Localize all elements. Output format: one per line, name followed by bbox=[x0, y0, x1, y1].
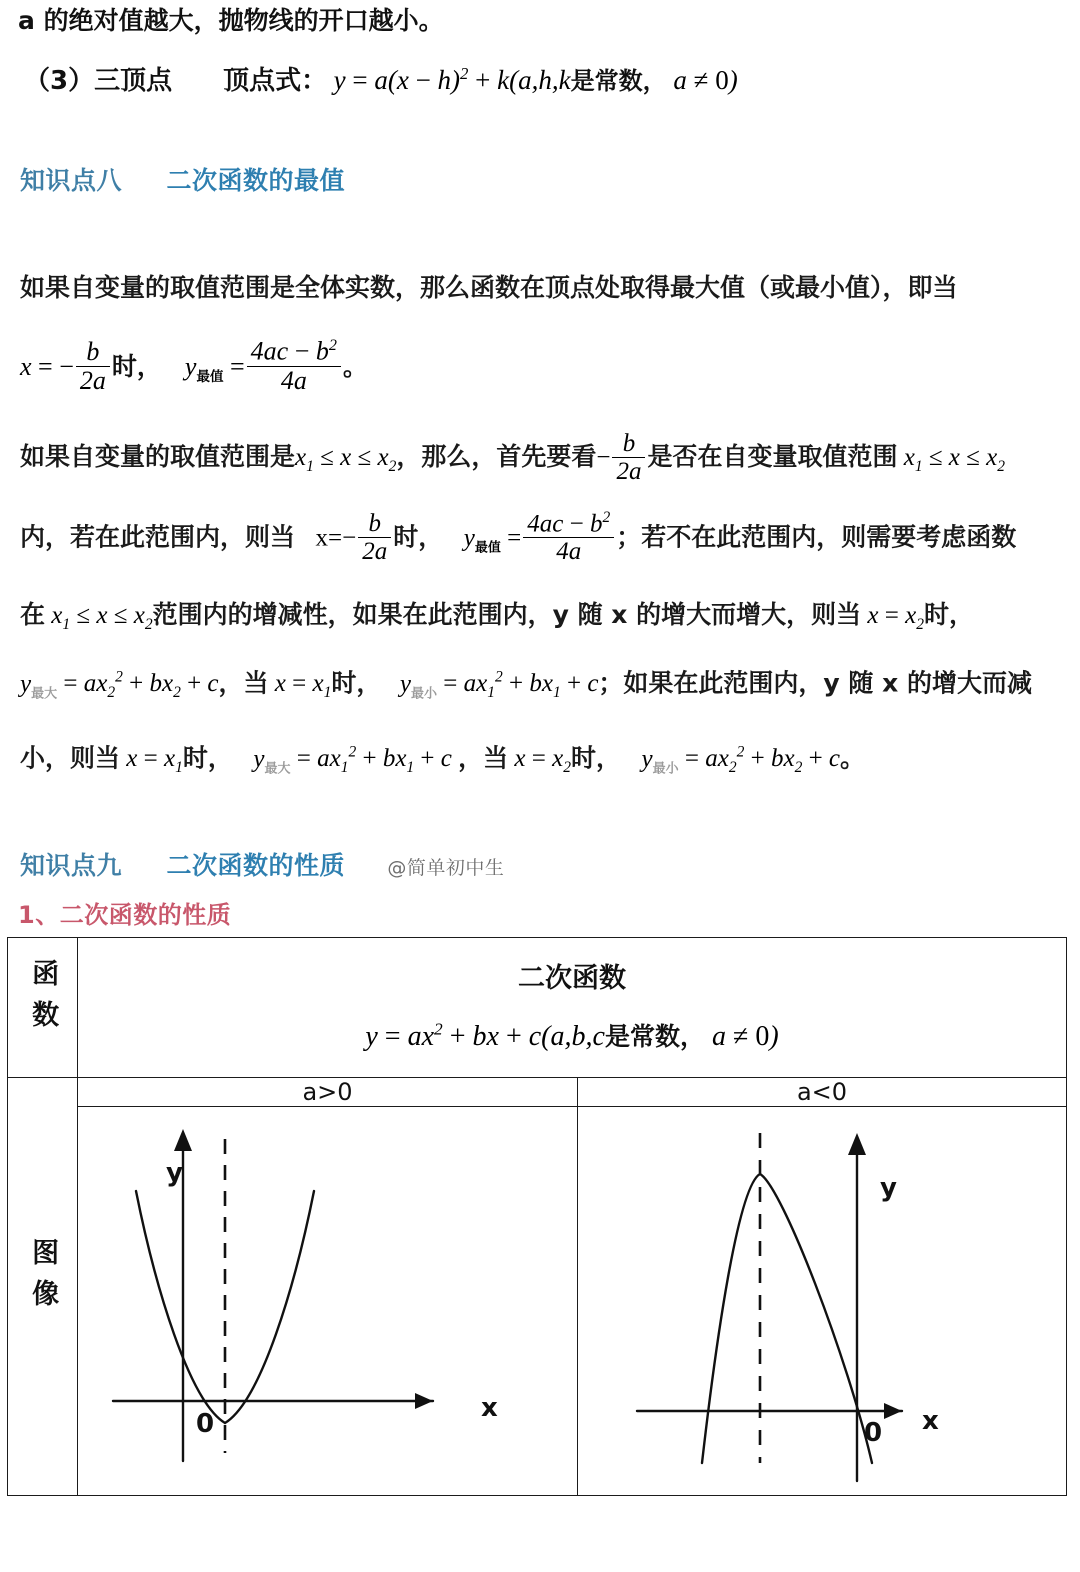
equals-sign-1: = bbox=[230, 351, 245, 381]
top-line-vertex-form bbox=[24, 66, 738, 94]
para2-l4-c: ；如果在此范围内，y 随 x 的增大而减 bbox=[598, 668, 1032, 698]
para2-l1-a: 如果自变量的取值范围是 bbox=[20, 442, 296, 472]
y-subscript-zuixiao-1: 最小 bbox=[411, 686, 438, 702]
para2-l5-b: 时， bbox=[182, 743, 233, 773]
section8-para2-line3 bbox=[20, 602, 974, 633]
section8-para2-line4 bbox=[20, 670, 1032, 701]
fraction-discriminant-over-4a-1: $\frac{4ac - b^2}{4a}$ bbox=[247, 337, 341, 395]
equals-sign-2: = bbox=[507, 524, 522, 552]
y-subscript-zuizhi-2: 最值 bbox=[474, 540, 501, 556]
table-row-graphs bbox=[8, 1107, 1067, 1496]
parabola-curve-downward bbox=[702, 1174, 872, 1463]
para2-l5-a: 小，则当 bbox=[20, 743, 121, 773]
section8-para2-line1 bbox=[20, 429, 1005, 487]
para2-l2-c: ；若不在此范围内，则需要考虑函数 bbox=[616, 522, 1017, 552]
para2-l2-a: 内，若在此范围内，则当 bbox=[20, 522, 296, 552]
formula-ax1sq-a: = $ax_1^2 + bx_1 + c$ bbox=[443, 669, 599, 702]
range-x1-x-x2-c: $x_1 \le x \le x_2$ bbox=[51, 602, 153, 633]
quadratic-properties-table bbox=[7, 937, 1067, 1496]
y-axis-arrow-left bbox=[174, 1129, 192, 1151]
vertex-form-prefix: （3）三顶点 bbox=[24, 66, 173, 96]
shi-text-1: 时， bbox=[111, 351, 162, 381]
heading-knowledge-point-8 bbox=[20, 168, 345, 193]
row-label-graph-text: 图像 bbox=[27, 1237, 59, 1320]
para2-l4-a: ，当 bbox=[218, 668, 269, 698]
para2-l2-b: 时， bbox=[393, 522, 444, 552]
y-symbol-1: y bbox=[184, 351, 197, 381]
fraction-b-over-2a-3: $\frac{b}{2a}$ bbox=[358, 510, 391, 565]
heading-8-number: 知识点八 bbox=[20, 166, 123, 195]
section8-para2-line2 bbox=[20, 508, 1017, 567]
cond-x-equals-x2-b: $x = x_2$ bbox=[514, 745, 571, 777]
x-axis-arrow-left bbox=[415, 1393, 433, 1409]
parabola-chart-a-negative bbox=[602, 1111, 1042, 1491]
para2-l3-b: 范围内的增减性，如果在此范围内，y 随 x 的增大而增大，则当 bbox=[152, 600, 862, 629]
fraction-b-over-2a: $\frac{b}{2a}$ bbox=[76, 338, 110, 395]
y-subscript-zuida-2: 最大 bbox=[264, 761, 291, 777]
section8-para1-line2 bbox=[20, 336, 367, 398]
table-row-function bbox=[8, 938, 1067, 1078]
para2-l3-c: 时， bbox=[923, 600, 974, 629]
y-subscript-zuida-1: 最大 bbox=[31, 686, 58, 702]
cond-x-equals-x1-b: $x = x_1$ bbox=[126, 745, 183, 777]
vertex-form-formula: $y = a(x - h)^2 + k(a,h,k$是常数， a ≠ 0) bbox=[333, 64, 738, 95]
formula-ax2sq-a: = $ax_2^2 + bx_2 + c$ bbox=[63, 669, 219, 702]
origin-label-right: 0 bbox=[864, 1418, 883, 1448]
x-equals-minus: x=− bbox=[315, 524, 357, 552]
row-label-function-text: 函数 bbox=[27, 958, 59, 1041]
fraction-discriminant-over-4a-2: $\frac{4ac - b^2}{4a}$ bbox=[523, 510, 614, 565]
label-a-less-than-zero: a<0 bbox=[796, 1078, 848, 1106]
y-axis-arrow-right bbox=[848, 1133, 866, 1155]
row-label-function bbox=[8, 938, 78, 1078]
top-line-absolute-value bbox=[18, 8, 444, 33]
table-cell-graph-a-negative bbox=[578, 1107, 1067, 1496]
para2-l5-c: ，当 bbox=[458, 743, 509, 773]
section8-para2-line5 bbox=[20, 745, 865, 776]
parabola-chart-a-positive bbox=[103, 1111, 553, 1491]
y-subscript-zuixiao-2: 最小 bbox=[652, 761, 679, 777]
para2-l1-b: ，那么，首先要看 bbox=[396, 442, 597, 472]
fraction-b-over-2a-2: $\frac{b}{2a}$ bbox=[612, 430, 645, 485]
y-symbol-3: y bbox=[20, 670, 32, 698]
range-x1-x-x2-a: $x_1 \le x \le x_2$ bbox=[295, 444, 397, 476]
heading-9-title: 二次函数的性质 bbox=[166, 851, 345, 880]
subheading-properties bbox=[18, 903, 231, 927]
y-symbol-2: y bbox=[463, 524, 475, 552]
para2-l1-c: 是否在自变量取值范围 bbox=[647, 442, 898, 472]
y-axis-label-left: y bbox=[165, 1158, 183, 1188]
y-axis-label-right: y bbox=[880, 1173, 897, 1203]
y-symbol-4: y bbox=[399, 670, 411, 698]
table-cell-graph-a-positive bbox=[78, 1107, 578, 1496]
range-x1-x-x2-b: $x_1 \le x \le x_2$ bbox=[897, 444, 1005, 476]
heading-9-number: 知识点九 bbox=[20, 851, 123, 880]
y-symbol-6: y bbox=[641, 745, 653, 773]
minus-sign-a: − bbox=[596, 444, 611, 472]
para2-l5-d: 时， bbox=[570, 743, 621, 773]
heading-knowledge-point-9 bbox=[20, 853, 504, 878]
y-symbol-5: y bbox=[253, 745, 265, 773]
x-axis-arrow-right bbox=[884, 1403, 902, 1419]
row-label-graph bbox=[8, 1078, 78, 1496]
para2-l3-a: 在 bbox=[20, 600, 46, 629]
formula-ax2sq-b: = $ax_2^2 + bx_2 + c$ bbox=[684, 744, 841, 777]
para2-l4-b: 时， bbox=[331, 668, 382, 698]
formula-ax1sq-b: = $ax_1^2 + bx_1 + c$ bbox=[296, 744, 452, 777]
period-2: 。 bbox=[840, 743, 866, 773]
section8-para1-line1 bbox=[20, 275, 958, 300]
subheading-text: 1、二次函数的性质 bbox=[18, 901, 232, 929]
top-line-1-text: a 的绝对值越大，抛物线的开口越小。 bbox=[18, 6, 444, 35]
table-cell-a-negative bbox=[578, 1078, 1067, 1107]
cond-x-equals-x1-a: $x = x_1$ bbox=[274, 670, 332, 702]
x-axis-label-right: x bbox=[922, 1406, 939, 1436]
watermark-text: @简单初中生 bbox=[387, 857, 505, 879]
x-axis-label-left: x bbox=[480, 1393, 498, 1423]
period-1: 。 bbox=[342, 352, 367, 381]
label-a-greater-than-zero: a>0 bbox=[302, 1078, 353, 1106]
y-subscript-zuizhi-1: 最值 bbox=[196, 369, 224, 386]
table-header-formula: $y = ax^2$ + bx + c(a,b,c是常数， a ≠ 0) bbox=[365, 1019, 779, 1052]
vertex-form-label: 顶点式： bbox=[223, 66, 328, 96]
heading-8-title: 二次函数的最值 bbox=[166, 166, 345, 195]
cond-x-equals-x2-a: $x = x_2$ bbox=[867, 602, 924, 633]
table-row-sign bbox=[8, 1078, 1067, 1107]
table-header-title: 二次函数 bbox=[518, 963, 626, 994]
para1-line1-text: 如果自变量的取值范围是全体实数，那么函数在顶点处取得最大值（或最小值），即当 bbox=[20, 273, 958, 302]
table-cell-a-positive bbox=[78, 1078, 578, 1107]
formula-x-equals: x = − bbox=[20, 351, 74, 381]
origin-label-left: 0 bbox=[195, 1409, 214, 1439]
table-cell-function-definition bbox=[78, 938, 1067, 1078]
